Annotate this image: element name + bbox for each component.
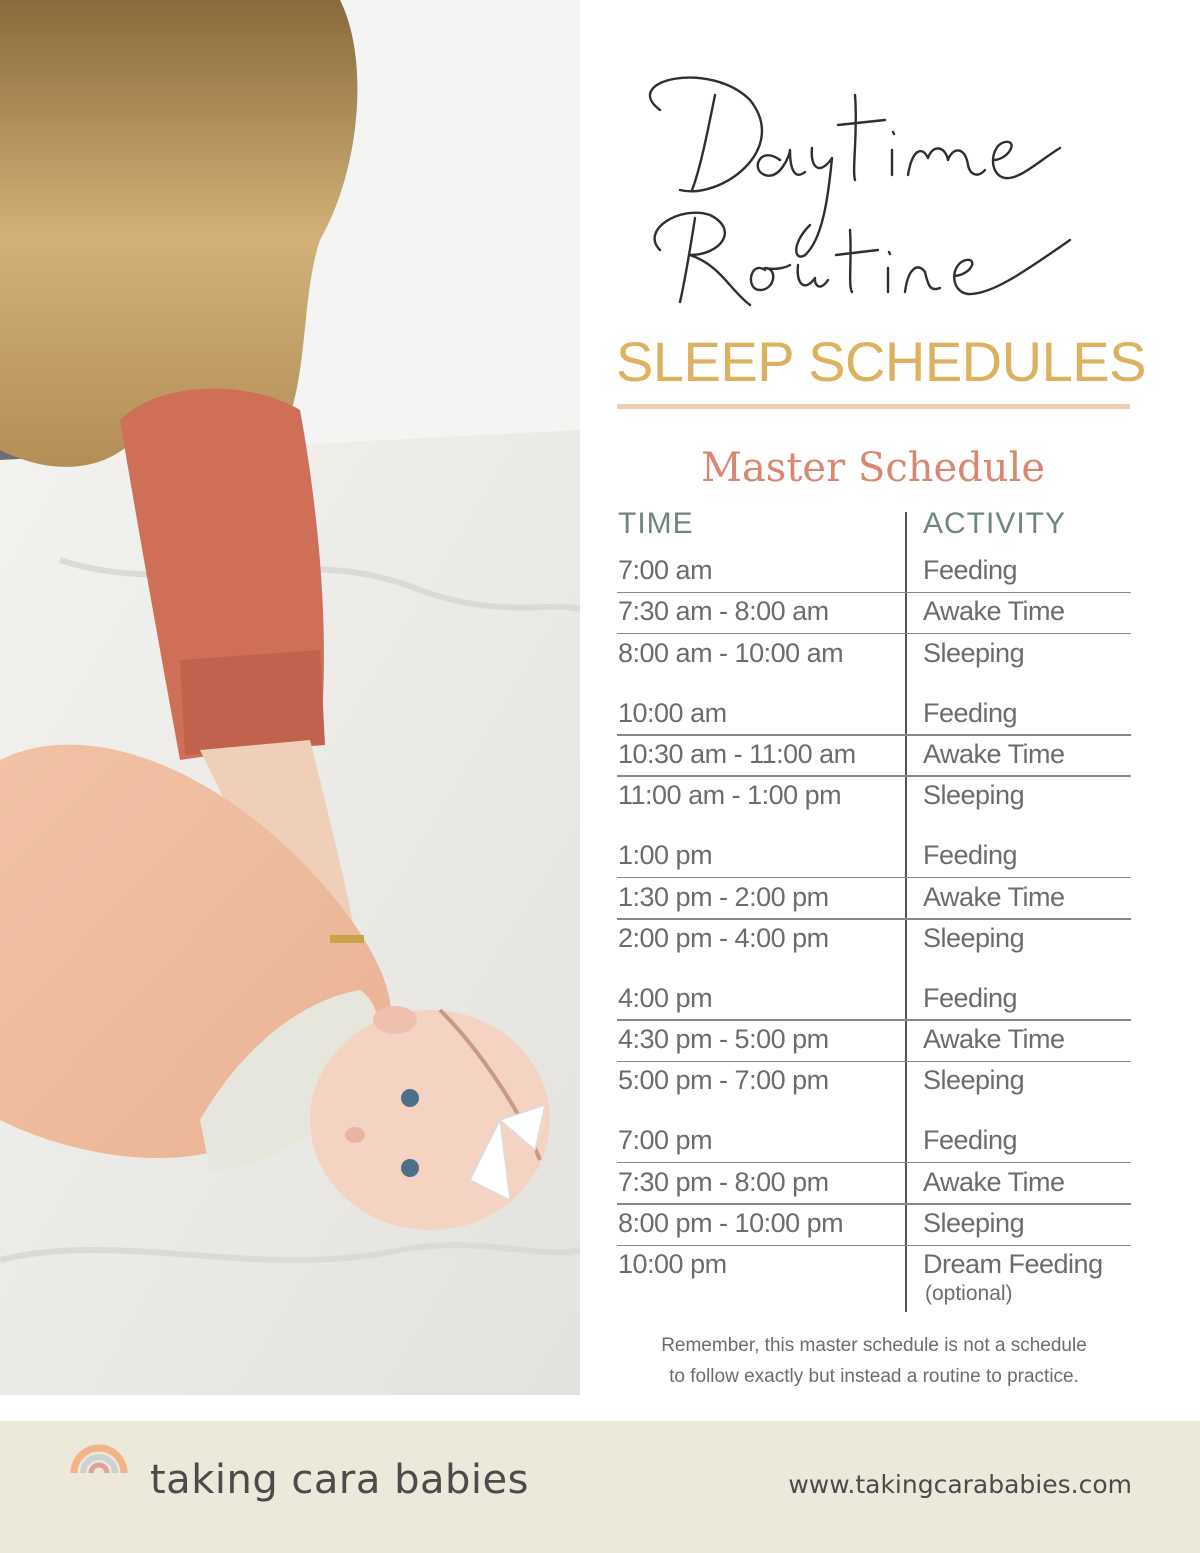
row-divider <box>617 592 1131 594</box>
row-time: 10:00 pm <box>618 1249 727 1280</box>
row-activity: Awake Time <box>923 1166 1065 1197</box>
table-row <box>617 1022 1131 1062</box>
table-row <box>617 1206 1131 1246</box>
title-rule <box>617 404 1130 409</box>
row-time: 1:30 pm - 2:00 pm <box>618 881 829 912</box>
row-time: 10:00 am <box>618 697 727 728</box>
sub-title: Master Schedule <box>701 445 1045 491</box>
mother-baby-illustration <box>0 0 580 1395</box>
row-divider <box>617 1162 1131 1164</box>
row-time: 4:00 pm <box>618 982 713 1013</box>
script-title-lettering <box>600 40 1190 340</box>
row-activity: Feeding <box>923 1125 1018 1156</box>
schedule-note-line2: to follow exactly but instead a routine to practice. <box>669 1366 1079 1387</box>
column-header-time: TIME <box>618 507 694 540</box>
website-link[interactable]: www.takingcarababies.com <box>788 1470 1132 1499</box>
table-row <box>617 1123 1131 1163</box>
row-divider <box>617 1019 1131 1021</box>
table-row <box>617 981 1131 1021</box>
row-time: 7:00 am <box>618 555 713 585</box>
table-row <box>617 778 1131 818</box>
table-row <box>617 737 1131 777</box>
row-time: 7:30 am - 8:00 am <box>618 596 829 627</box>
row-activity: Feeding <box>923 982 1018 1013</box>
row-activity: Sleeping <box>923 637 1025 668</box>
table-row <box>617 636 1131 676</box>
row-divider <box>617 1203 1131 1205</box>
table-row <box>617 1165 1131 1205</box>
row-activity: Feeding <box>923 555 1018 585</box>
row-time: 10:30 am - 11:00 am <box>618 738 856 769</box>
row-time: 8:00 am - 10:00 am <box>618 637 844 668</box>
brand-name: taking cara babies <box>150 1457 529 1503</box>
row-divider <box>617 633 1131 635</box>
row-time: 2:00 pm - 4:00 pm <box>618 922 829 953</box>
row-activity: Sleeping <box>923 922 1025 953</box>
row-activity: Sleeping <box>923 1065 1025 1096</box>
table-row <box>617 1247 1131 1306</box>
row-time: 7:00 pm <box>618 1125 713 1156</box>
table-row <box>617 921 1131 961</box>
row-divider <box>617 734 1131 736</box>
row-activity: Awake Time <box>923 1024 1065 1055</box>
table-row <box>617 1063 1131 1103</box>
row-divider <box>617 877 1131 879</box>
table-row <box>617 696 1131 736</box>
schedule-note-line1: Remember, this master schedule is not a schedule <box>661 1335 1087 1356</box>
row-time: 7:30 pm - 8:00 pm <box>618 1166 829 1197</box>
row-activity: Feeding <box>923 840 1018 871</box>
column-header-activity: ACTIVITY <box>923 507 1067 540</box>
row-activity: Awake Time <box>923 881 1065 912</box>
row-activity: Feeding <box>923 697 1018 728</box>
table-row <box>617 594 1131 634</box>
schedule-note <box>618 1330 1130 1392</box>
table-row <box>617 553 1131 593</box>
footer <box>0 1421 1200 1553</box>
row-time: 5:00 pm - 7:00 pm <box>618 1065 829 1096</box>
row-activity: Dream Feeding <box>923 1249 1103 1280</box>
row-activity-note: (optional) <box>925 1282 1013 1306</box>
row-time: 4:30 pm - 5:00 pm <box>618 1024 829 1055</box>
row-divider <box>617 1245 1131 1247</box>
row-time: 11:00 am - 1:00 pm <box>618 780 842 811</box>
table-row <box>617 838 1131 878</box>
row-divider <box>617 1061 1131 1063</box>
script-title <box>600 40 1190 340</box>
row-activity: Sleeping <box>923 1208 1025 1238</box>
section-title: SLEEP SCHEDULES <box>616 330 1146 393</box>
rainbow-icon <box>68 1429 130 1477</box>
hero-photo <box>0 0 580 1395</box>
row-activity: Awake Time <box>923 738 1065 769</box>
row-time: 1:00 pm <box>618 840 713 871</box>
row-activity: Awake Time <box>923 596 1065 627</box>
row-activity: Sleeping <box>923 780 1025 811</box>
row-time: 8:00 pm - 10:00 pm <box>618 1208 844 1238</box>
row-divider <box>617 775 1131 777</box>
row-divider <box>617 918 1131 920</box>
table-row <box>617 880 1131 920</box>
